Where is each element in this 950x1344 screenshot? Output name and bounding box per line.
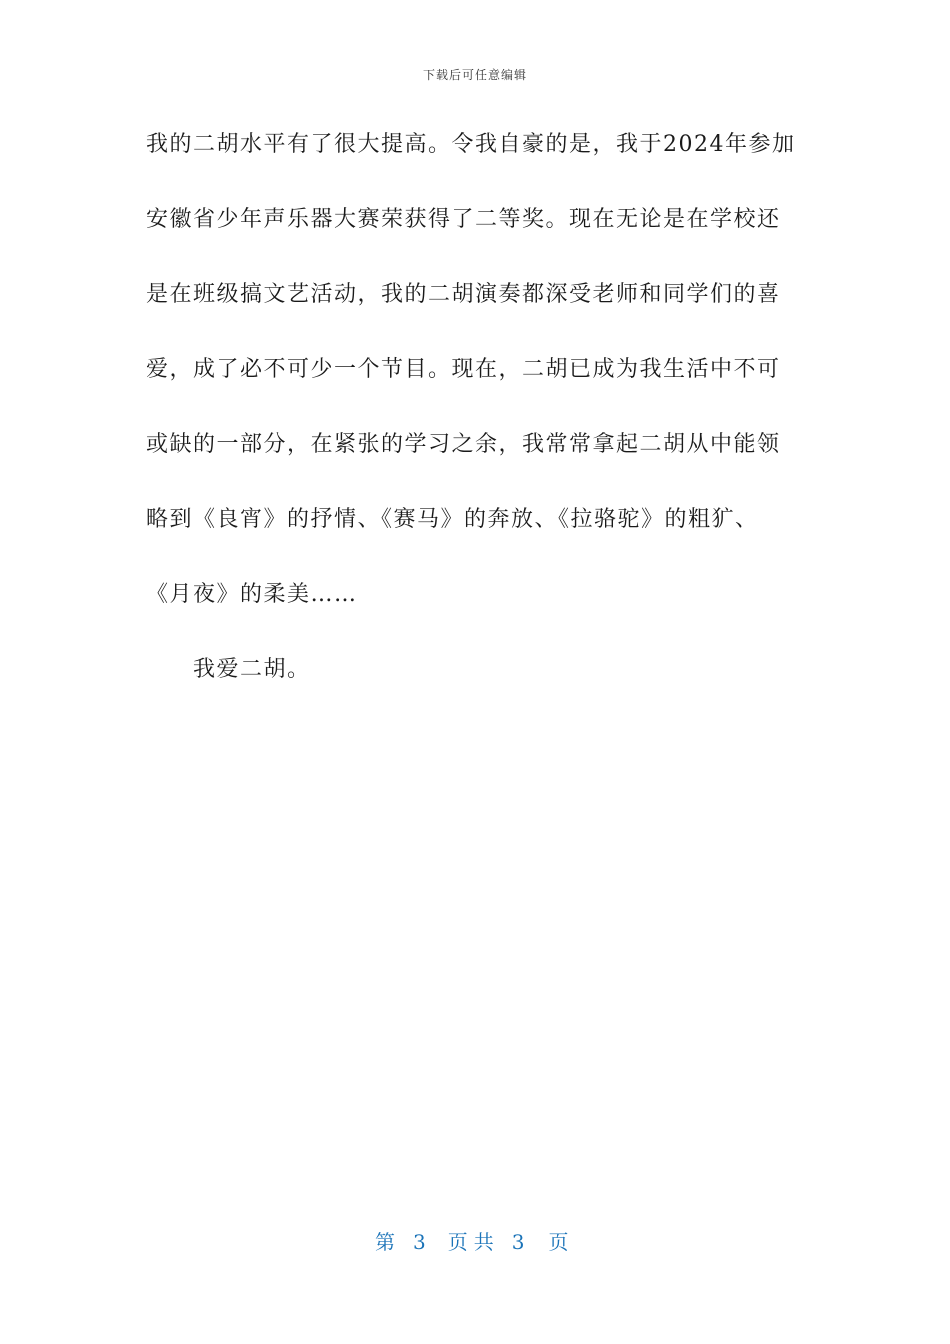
paragraph-line: 是在班级搞文艺活动，我的二胡演奏都深受老师和同学们的喜 xyxy=(146,282,781,307)
paragraph-line: 略到《良宵》的抒情、《赛马》的奔放、《拉骆驼》的粗犷、 xyxy=(146,507,759,532)
footer-suffix: 页 xyxy=(548,1230,569,1254)
document-body xyxy=(146,120,806,720)
total-page-number: 3 xyxy=(511,1230,525,1254)
closing-paragraph: 我爱二胡。 xyxy=(193,657,311,682)
paragraph-line: 安徽省少年声乐器大赛荣获得了二等奖。现在无论是在学校还 xyxy=(146,207,781,232)
footer-total-word: 共 xyxy=(473,1230,494,1254)
page-header: 下载后可任意编辑 xyxy=(422,68,527,82)
paragraph-line: 爱，成了必不可少一个节目。现在，二胡已成为我生活中不可 xyxy=(146,357,781,382)
page-number-footer xyxy=(375,1226,568,1255)
current-page-number: 3 xyxy=(413,1230,426,1254)
paragraph-line: 或缺的一部分，在紧张的学习之余，我常常拿起二胡从中能领 xyxy=(146,432,781,457)
paragraph-line: 我的二胡水平有了很大提高。令我自豪的是，我于2024年参加 xyxy=(146,132,796,157)
paragraph-line: 《月夜》的柔美…… xyxy=(146,582,358,607)
footer-page-word: 页 xyxy=(447,1230,468,1254)
footer-prefix: 第 xyxy=(375,1230,395,1254)
